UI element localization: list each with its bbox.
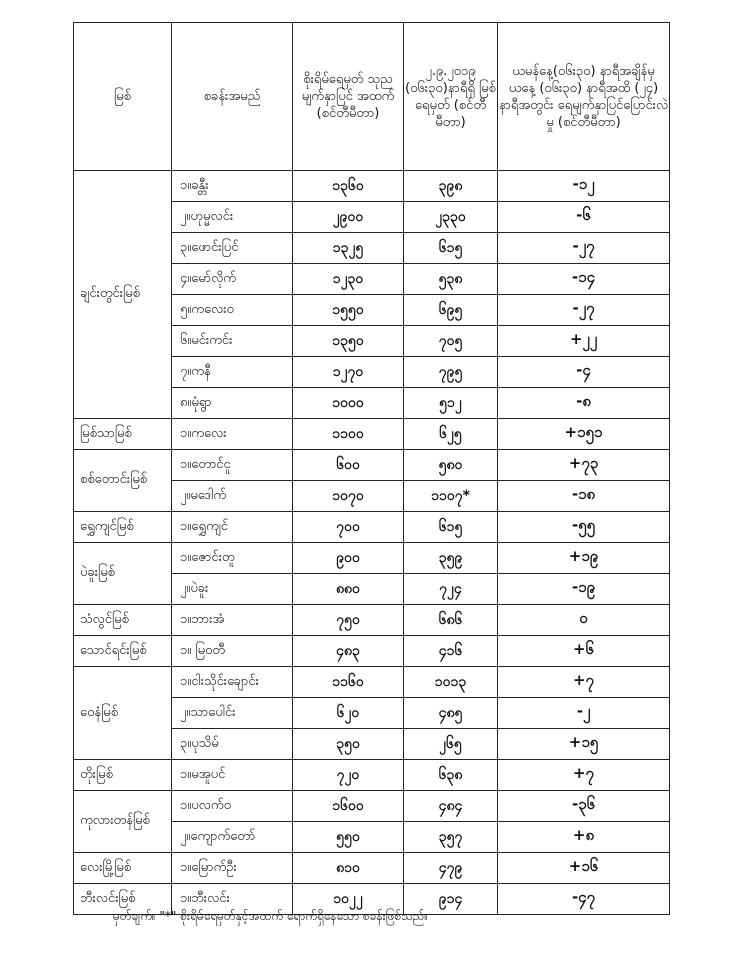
danger-level-value: ၃၅၀ xyxy=(293,729,404,760)
station-name: ၁။ပလက်ဝ xyxy=(172,791,293,822)
river-name: မြစ်သာမြစ် xyxy=(74,419,172,450)
danger-level-value: ၅၅၀ xyxy=(293,822,404,853)
station-name: ၂။မဒေါက် xyxy=(172,481,293,512)
header-water-level: ၂.၉.၂၀၁၉ (၀၆း၃၀)နာရီရှိ မြစ်ရေမှတ် (စင်တီမီတာ) xyxy=(404,23,498,171)
level-change-value: -၁၄ xyxy=(498,264,670,295)
water-level-value: ၁၀၁၃ xyxy=(404,667,498,698)
station-name: ၁။ဇောင်းတူ xyxy=(172,543,293,574)
danger-level-value: ၁၂၇၀ xyxy=(293,357,404,388)
danger-level-value: ၁၀၇၀ xyxy=(293,481,404,512)
table-row xyxy=(74,760,670,791)
danger-level-value: ၁၁၀၀ xyxy=(293,419,404,450)
level-change-value: +၁၅ xyxy=(498,729,670,760)
level-change-value: +၇၃ xyxy=(498,450,670,481)
river-name: ပဲခူးမြစ် xyxy=(74,543,172,605)
river-name: တိုးမြစ် xyxy=(74,760,172,791)
level-change-value: -၂၇ xyxy=(498,233,670,264)
water-level-value: ၄၈၄ xyxy=(404,791,498,822)
danger-level-value: ၈၁၀ xyxy=(293,853,404,884)
water-level-value: ၃၅၇ xyxy=(404,822,498,853)
station-name: ၁။ဘီးလင်း xyxy=(172,884,293,915)
danger-level-value: ၁၅၅၀ xyxy=(293,295,404,326)
station-name: ၃။ပုသိမ် xyxy=(172,729,293,760)
station-name: ၁။ငါးသိုင်းချောင်း xyxy=(172,667,293,698)
danger-level-value: ၇၂၀ xyxy=(293,760,404,791)
water-level-value: ၁၁၀၇* xyxy=(404,481,498,512)
level-change-value: ၀ xyxy=(498,605,670,636)
danger-level-value: ၁၃၂၅ xyxy=(293,233,404,264)
footnote: မှတ်ချက်။ "*" စိုးရိမ်ရေမှတ်နှင့်အထက် ရောက်ရှိနေသော စခန်းဖြစ်သည်။ xyxy=(113,909,429,923)
level-change-value: -၅၅ xyxy=(498,512,670,543)
station-name: ၂။ပဲခူး xyxy=(172,574,293,605)
station-name: ၁။ခန္တီး xyxy=(172,171,293,202)
level-change-value: +၂၂ xyxy=(498,326,670,357)
river-name: လေးမြို့မြစ် xyxy=(74,853,172,884)
water-level-value: ၇၉၅ xyxy=(404,357,498,388)
level-change-value: +၁၉ xyxy=(498,543,670,574)
water-level-value: ၃၅၉ xyxy=(404,543,498,574)
station-name: ၇။ကနီ xyxy=(172,357,293,388)
level-change-value: -၁၈ xyxy=(498,481,670,512)
level-change-value: +၁၅၁ xyxy=(498,419,670,450)
station-name: ၁။တောင်ငူ xyxy=(172,450,293,481)
level-change-value: +၆ xyxy=(498,636,670,667)
station-name: ၂။ကျောက်တော် xyxy=(172,822,293,853)
water-level-value: ၆၁၅ xyxy=(404,233,498,264)
river-name: ချင်းတွင်းမြစ် xyxy=(74,171,172,419)
level-change-value: +၇ xyxy=(498,760,670,791)
header-river: မြစ် xyxy=(74,23,172,171)
water-level-value: ၃၉၈ xyxy=(404,171,498,202)
level-change-value: -၂ xyxy=(498,698,670,729)
station-name: ၄။မော်လိုက် xyxy=(172,264,293,295)
table-row xyxy=(74,791,670,822)
level-change-value: +၈ xyxy=(498,822,670,853)
table-row xyxy=(74,419,670,450)
water-level-value: ၉၁၄ xyxy=(404,884,498,915)
danger-level-value: ၁၀၂၂ xyxy=(293,884,404,915)
river-name: ကုလားတန်မြစ် xyxy=(74,791,172,853)
station-name: ၁။မြောက်ဦး xyxy=(172,853,293,884)
station-name: ၂။ဟုမ္မလင်း xyxy=(172,202,293,233)
water-level-value: ၇၀၅ xyxy=(404,326,498,357)
river-name: သံလွင်မြစ် xyxy=(74,605,172,636)
river-level-report xyxy=(73,22,669,915)
table-row xyxy=(74,171,670,202)
station-name: ၃။ဖောင်းပြင် xyxy=(172,233,293,264)
river-level-table xyxy=(73,22,670,915)
level-change-value: +၁၆ xyxy=(498,853,670,884)
danger-level-value: ၇၅၀ xyxy=(293,605,404,636)
water-level-value: ၇၂၄ xyxy=(404,574,498,605)
water-level-value: ၂၃၃၀ xyxy=(404,202,498,233)
water-level-value: ၄၁၆ xyxy=(404,636,498,667)
water-level-value: ၄၇၉ xyxy=(404,853,498,884)
danger-level-value: ၈၈၀ xyxy=(293,574,404,605)
level-change-value: -၄၇ xyxy=(498,884,670,915)
header-danger-level: စိုးရိမ်ရေမှတ် သုညမျက်နှာပြင် အထက် (စင်တီမီတာ) xyxy=(293,23,404,171)
water-level-value: ၂၆၅ xyxy=(404,729,498,760)
table-row xyxy=(74,667,670,698)
water-level-value: ၆၉၅ xyxy=(404,295,498,326)
table-row xyxy=(74,636,670,667)
station-name: ၁။ရွှေကျင် xyxy=(172,512,293,543)
water-level-value: ၆၃၈ xyxy=(404,760,498,791)
water-level-value: ၆၁၅ xyxy=(404,512,498,543)
level-change-value: -၆ xyxy=(498,202,670,233)
danger-level-value: ၁၃၅၀ xyxy=(293,326,404,357)
danger-level-value: ၉၀၀ xyxy=(293,543,404,574)
river-name: ဝေနံမြစ် xyxy=(74,667,172,760)
level-change-value: -၂၇ xyxy=(498,295,670,326)
station-name: ၈။မုံရွာ xyxy=(172,388,293,419)
water-level-value: ၆၂၅ xyxy=(404,419,498,450)
level-change-value: -၁၂ xyxy=(498,171,670,202)
river-name: သောင်ရင်းမြစ် xyxy=(74,636,172,667)
table-body xyxy=(74,171,670,915)
danger-level-value: ၇၀၀ xyxy=(293,512,404,543)
level-change-value: -၈ xyxy=(498,388,670,419)
water-level-value: ၅၁၂ xyxy=(404,388,498,419)
danger-level-value: ၄၈၃ xyxy=(293,636,404,667)
level-change-value: -၄ xyxy=(498,357,670,388)
station-name: ၁။မအူပင် xyxy=(172,760,293,791)
header-station: စခန်းအမည် xyxy=(172,23,293,171)
water-level-value: ၅၈၀ xyxy=(404,450,498,481)
table-row xyxy=(74,543,670,574)
river-name: စစ်တောင်းမြစ် xyxy=(74,450,172,512)
station-name: ၁။ကလေး xyxy=(172,419,293,450)
water-level-value: ၅၃၈ xyxy=(404,264,498,295)
water-level-value: ၄၈၅ xyxy=(404,698,498,729)
table-row xyxy=(74,853,670,884)
danger-level-value: ၁၁၆၀ xyxy=(293,667,404,698)
danger-level-value: ၆၂၀ xyxy=(293,698,404,729)
table-row xyxy=(74,450,670,481)
danger-level-value: ၆၀၀ xyxy=(293,450,404,481)
station-name: ၂။သာပေါင်း xyxy=(172,698,293,729)
header-level-change: ယမန်နေ့(၀၆း၃၀) နာရီအချိန်မှ ယနေ့ (၀၆း၃၀) နာရီအထိ (၂၄) နာရီအတွင်း ရေမျက်နှာပြင်ပြောင်းလဲမှု (စင်တီမီတာ) xyxy=(498,23,670,171)
danger-level-value: ၂၉၀၀ xyxy=(293,202,404,233)
river-name: ဘီးလင်းမြစ် xyxy=(74,884,172,915)
station-name: ၅။ကလေးဝ xyxy=(172,295,293,326)
danger-level-value: ၁၂၃၀ xyxy=(293,264,404,295)
station-name: ၆။မင်းကင်း xyxy=(172,326,293,357)
danger-level-value: ၁၀၀၀ xyxy=(293,388,404,419)
river-name: ရွှေကျင်မြစ် xyxy=(74,512,172,543)
level-change-value: -၃၆ xyxy=(498,791,670,822)
station-name: ၁။ မြဝတီ xyxy=(172,636,293,667)
table-row xyxy=(74,605,670,636)
level-change-value: -၁၉ xyxy=(498,574,670,605)
water-level-value: ၆၈၆ xyxy=(404,605,498,636)
level-change-value: +၇ xyxy=(498,667,670,698)
danger-level-value: ၁၆၀၀ xyxy=(293,791,404,822)
station-name: ၁။ဘားအံ xyxy=(172,605,293,636)
table-row xyxy=(74,512,670,543)
header-row xyxy=(74,23,670,171)
danger-level-value: ၁၃၆၀ xyxy=(293,171,404,202)
